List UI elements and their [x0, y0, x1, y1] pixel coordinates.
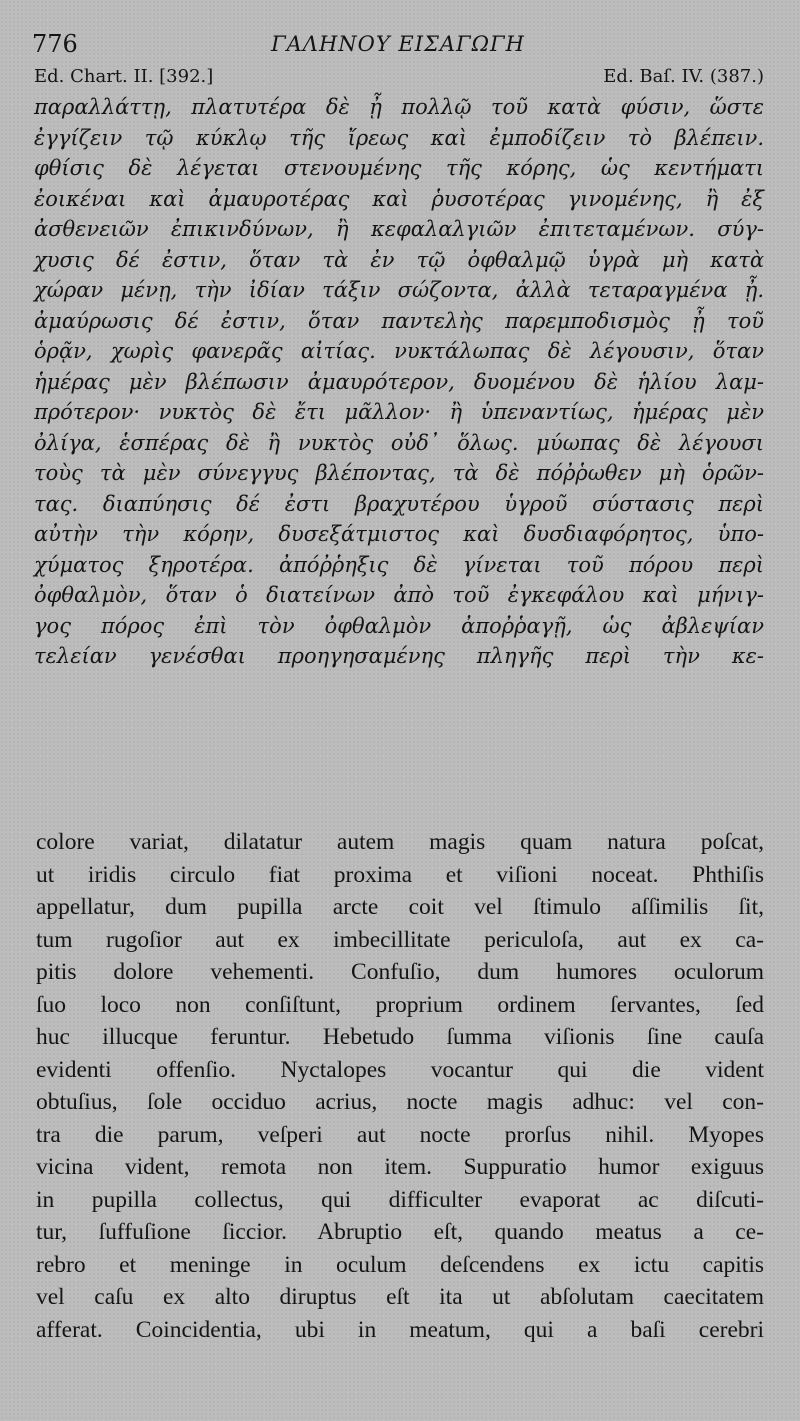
greek-text-line: χώραν μένῃ, τὴν ἰδίαν τάξιν σώζοντα, ἀλλὰ τεταραγμένα ᾖ. — [34, 278, 764, 302]
greek-text-block — [34, 92, 764, 672]
greek-text-line: τοὺς τὰ μὲν σύνεγγυς βλέποντας, τὰ δὲ πόῤῥωθεν μὴ ὁρῶν- — [34, 461, 764, 485]
greek-text-line: ὀλίγα, ἑσπέρας δὲ ἢ νυκτὸς οὐδ᾽ ὅλως. μύωπας δὲ λέγουσι — [34, 430, 764, 455]
greek-text-line: ἐγγίζειν τῷ κύκλῳ τῆς ἴρεως καὶ ἐμποδίζειν τὸ βλέπειν. — [34, 125, 764, 150]
running-title: ΓΑΛΗΝΟΥ ΕΙΣΑΓΩΓΗ — [271, 32, 525, 56]
greek-text-line: ἐοικέναι καὶ ἀμαυροτέρας καὶ ῥυσοτέρας γινομένης, ἢ ἐξ — [34, 186, 764, 211]
greek-text-line: αὐτὴν τὴν κόρην, δυσεξάτμιστος καὶ δυσδιαφόρητος, ὑπο- — [34, 522, 764, 546]
greek-text-line: ἡμέρας μὲν βλέπωσιν ἀμαυρότερον, δυομένου δὲ ἡλίου λαμ- — [34, 369, 764, 394]
latin-text-line: tum rugoſior aut ex imbecillitate periculoſa, aut ex ca- — [36, 926, 764, 953]
page-number: 776 — [32, 30, 78, 58]
greek-text-line: ἀσθενειῶν ἐπικινδύνων, ἢ κεφαλαλγιῶν ἐπιτεταμένων. σύγ- — [34, 217, 764, 241]
greek-text-line: χυσις δέ ἐστιν, ὅταν τὰ ἐν τῷ ὀφθαλμῷ ὑγρὰ μὴ κατὰ — [34, 247, 764, 272]
latin-text-line: appellatur, dum pupilla arcte coit vel ſtimulo aſſimilis ſit, — [36, 894, 764, 920]
latin-text-line: afferat. Coincidentia, ubi in meatum, qui a baſi cerebri — [36, 1316, 764, 1343]
latin-text-line: ut iridis circulo fiat proxima et viſioni noceat. Phthiſis — [36, 861, 764, 888]
edition-reference-row — [34, 66, 764, 92]
greek-text-line: τελείαν γενέσθαι προηγησαμένης πληγῆς περὶ τὴν κε- — [34, 644, 764, 668]
latin-text-line: pitis dolore vehementi. Confuſio, dum humores oculorum — [36, 959, 764, 985]
latin-text-line: huc illucque feruntur. Hebetudo ſumma viſionis ſine cauſa — [36, 1024, 764, 1050]
greek-text-line: χύματος ξηροτέρα. ἀπόῤῥηξις δὲ γίνεται τοῦ πόρου περὶ — [34, 552, 764, 577]
greek-text-line: ἀμαύρωσις δέ ἐστιν, ὅταν παντελὴς παρεμποδισμὸς ᾖ τοῦ — [34, 308, 764, 333]
latin-text-line: tur, ſuffuſione ſiccior. Abruptio eſt, quando meatus a ce- — [36, 1219, 764, 1245]
greek-text-line: ὁρᾷν, χωρὶς φανερᾶς αἰτίας. νυκτάλωπας δὲ λέγουσιν, ὅταν — [34, 339, 764, 363]
latin-text-line: ſuo loco non conſiſtunt, proprium ordinem ſervantes, ſed — [36, 991, 764, 1018]
edition-right: Ed. Baſ. IV. (387.) — [603, 66, 764, 87]
greek-text-line: παραλλάττῃ, πλατυτέρα δὲ ᾖ πολλῷ τοῦ κατὰ φύσιν, ὥστε — [34, 95, 764, 119]
latin-text-line: vicina vident, remota non item. Suppuratio humor exiguus — [36, 1154, 764, 1180]
latin-text-block — [36, 826, 764, 1346]
greek-text-line: πρότερον· νυκτὸς δὲ ἔτι μᾶλλον· ἢ ὑπεναντίως, ἡμέρας μὲν — [34, 400, 764, 424]
latin-text-line: in pupilla collectus, qui difficulter evaporat ac diſcuti- — [36, 1186, 764, 1213]
greek-text-line: ὀφθαλμὸν, ὅταν ὁ διατείνων ἀπὸ τοῦ ἐγκεφάλου καὶ μήνιγ- — [34, 583, 764, 607]
latin-text-line: obtuſius, ſole occiduo acrius, nocte magis adhuc: vel con- — [36, 1089, 764, 1115]
latin-text-line: evidenti offenſio. Nyctalopes vocantur qui die vident — [36, 1056, 764, 1083]
page-header — [32, 30, 764, 60]
greek-text-line: φθίσις δὲ λέγεται στενουμένης τῆς κόρης, ὡς κεντήματι — [34, 156, 764, 180]
edition-left: Ed. Chart. II. [392.] — [34, 66, 214, 87]
latin-text-line: vel caſu ex alto diruptus eſt ita ut abſolutam caecitatem — [36, 1284, 764, 1310]
greek-text-line: γος πόρος ἐπὶ τὸν ὀφθαλμὸν ἀποῤῥαγῇ, ὡς ἀβλεψίαν — [34, 613, 764, 638]
latin-text-line: rebro et meninge in oculum deſcendens ex ictu capitis — [36, 1251, 764, 1278]
latin-text-line: colore variat, dilatatur autem magis quam natura poſcat, — [36, 829, 764, 855]
latin-text-line: tra die parum, veſperi aut nocte prorſus nihil. Myopes — [36, 1121, 764, 1148]
greek-text-line: τας. διαπύησις δέ ἐστι βραχυτέρου ὑγροῦ σύστασις περὶ — [34, 491, 764, 516]
